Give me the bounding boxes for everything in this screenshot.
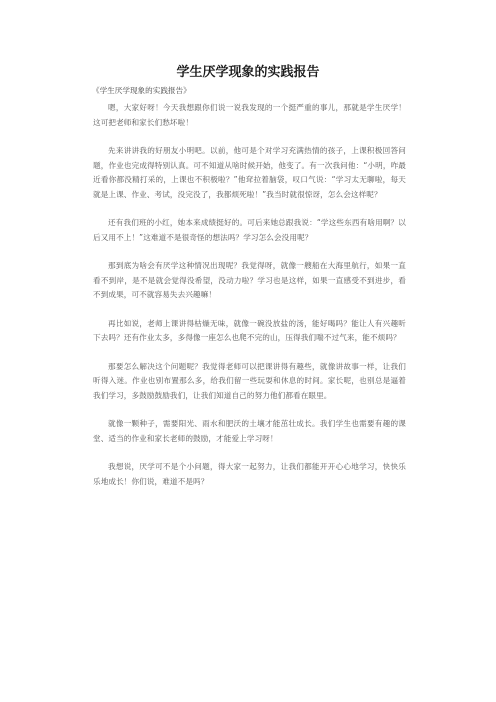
paragraph: 那要怎么解决这个问题呢？我觉得老师可以把课讲得有趣些，就像讲故事一样，让我们听得入迷。作业也别布置那么多，给我们留一些玩耍和休息的时间。家长呢，也别总是逼着我们学习，多鼓励鼓励我们，让我们知道自己的努力他们都看在眼里。 [93, 361, 406, 400]
paragraph: 还有我们班的小红，她本来成绩挺好的。可后来她总跟我说：“学这些东西有啥用啊？以后又用不上！”这难道不是很奇怪的想法吗？学习怎么会没用呢？ [93, 218, 406, 242]
paragraph: 先来讲讲我的好朋友小明吧。以前，他可是个对学习充满热情的孩子，上课积极回答问题，作业也完成得特别认真。可不知道从啥时候开始，他变了。有一次我问他：“小明，咋最近看你都没精打采的，上课也不积极啦？”他耷拉着脑袋，叹口气说：“学习太无聊啦，每天就是上课、作业、考试，没完没了，我都烦死啦！”我当时就很惊讶，怎么会这样呢？ [93, 146, 406, 199]
paragraph: 那到底为啥会有厌学这种情况出现呢？我觉得呀，就像一艘船在大海里航行，如果一直看不到岸，是不是就会觉得没希望，没动力啦？学习也是这样，如果一直感受不到进步，看不到成果，可不就容易失去兴趣嘛！ [93, 261, 406, 299]
paragraph: 就像一颗种子，需要阳光、雨水和肥沃的土壤才能茁壮成长。我们学生也需要有趣的课堂、适当的作业和家长老师的鼓励，才能爱上学习呀！ [93, 419, 406, 443]
paragraph: 再比如说，老师上课讲得枯燥无味，就像一碗没放盐的汤，能好喝吗？能让人有兴趣听下去吗？还有作业太多，多得像一座怎么也爬不完的山，压得我们喘不过气来，能不烦吗？ [93, 318, 406, 342]
document-subtitle: 《学生厌学现象的实践报告》 [92, 86, 191, 95]
document-title: 学生厌学现象的实践报告 [176, 65, 320, 80]
document-body [93, 101, 406, 503]
paragraph: 嗯，大家好呀！今天我想跟你们说一说我发现的一个挺严重的事儿，那就是学生厌学！这可把老师和家长们愁坏啦！ [93, 103, 406, 127]
paragraph: 我想说，厌学可不是个小问题，得大家一起努力，让我们都能开开心心地学习，快快乐乐地成长！你们说，难道不是吗？ [93, 462, 406, 486]
